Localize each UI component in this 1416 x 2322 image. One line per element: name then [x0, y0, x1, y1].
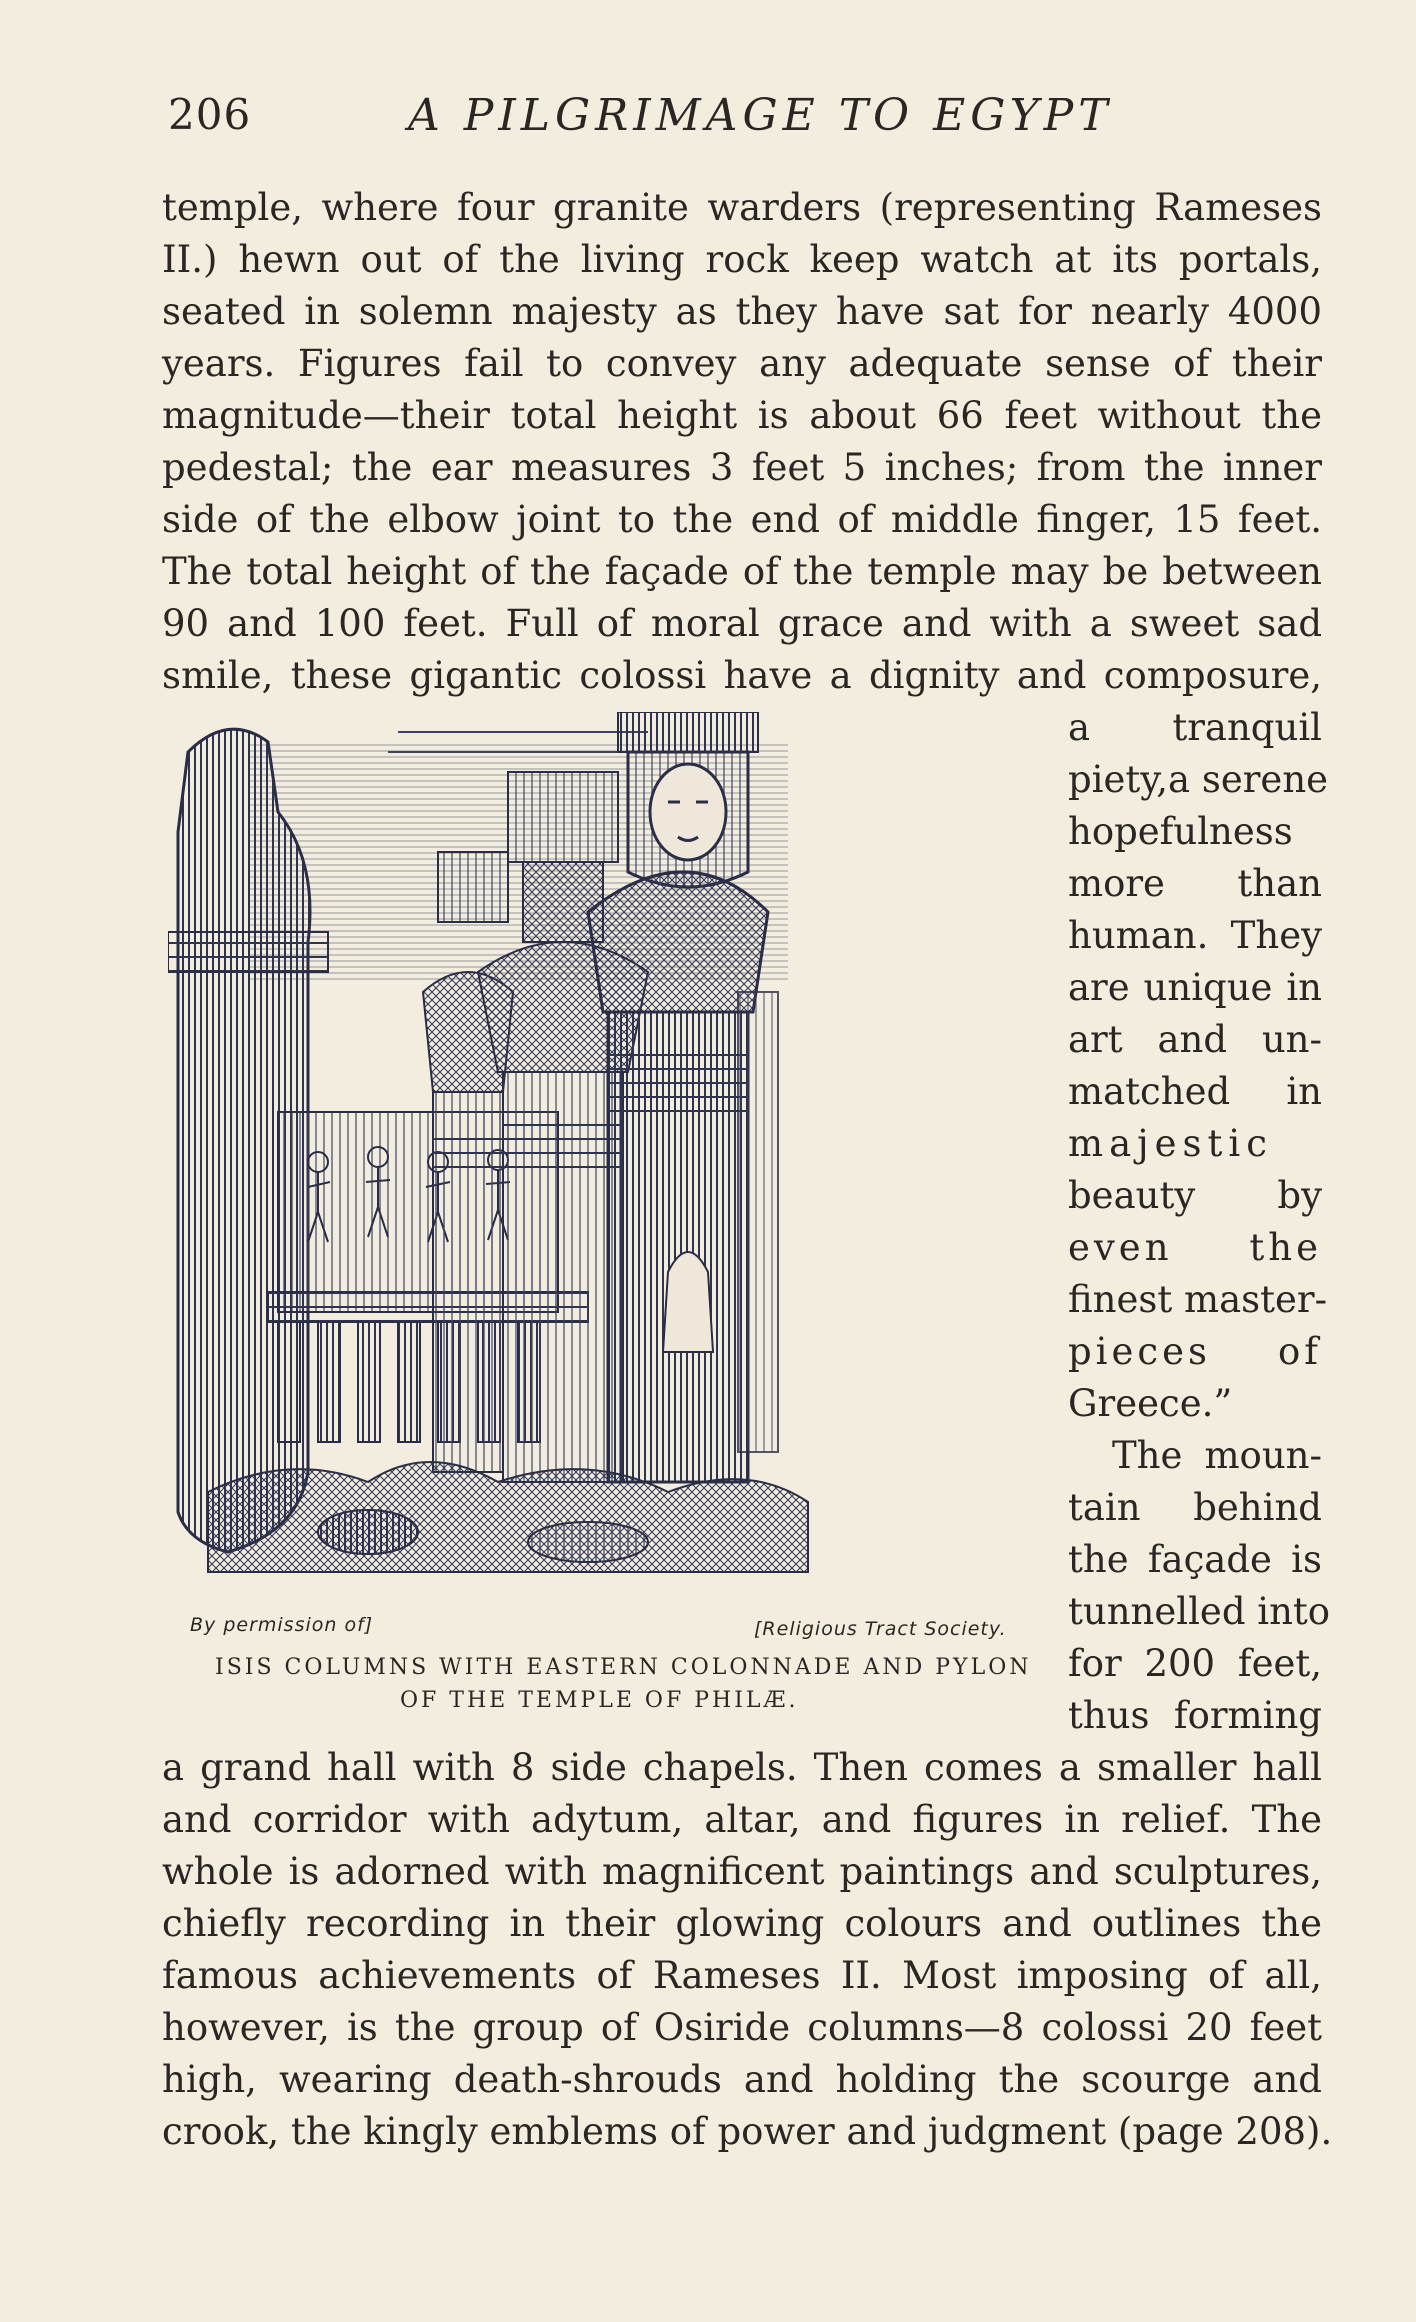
side-text-line: more than [1068, 862, 1322, 905]
text-line: whole is adorned with magnificent paintings and sculptures, [162, 1850, 1322, 1893]
figure-credit-left: By permission of] [190, 1614, 374, 1636]
text-line: magnitude—their total height is about 66 feet without the [162, 394, 1322, 437]
side-text-line: majestic [1068, 1122, 1273, 1165]
side-text-line: human. They [1068, 914, 1322, 957]
engraving-illustration [168, 712, 1048, 1612]
side-text-line: thus forming [1068, 1694, 1322, 1737]
text-line: high, wearing death-shrouds and holding the scourge and [162, 2058, 1322, 2101]
side-text-line: The moun- [1112, 1434, 1322, 1477]
side-text-line: are unique in [1068, 966, 1322, 1009]
text-line: II.) hewn out of the living rock keep watch at its portals, [162, 238, 1322, 281]
text-line: famous achievements of Rameses II. Most imposing of all, [162, 1954, 1322, 1997]
side-text-line: art and un- [1068, 1018, 1322, 1061]
side-text-line: piety,a serene [1068, 758, 1329, 801]
text-line: side of the elbow joint to the end of middle finger, 15 feet. [162, 498, 1322, 541]
side-text-line: a tranquil [1068, 706, 1322, 749]
text-line: pedestal; the ear measures 3 feet 5 inches; from the inner [162, 446, 1322, 489]
figure-caption-line1: ISIS COLUMNS WITH EASTERN COLONNADE AND PYLON [215, 1655, 1032, 1680]
side-text-line: the façade is [1068, 1538, 1322, 1581]
side-text-line: even the [1068, 1226, 1322, 1269]
text-line: seated in solemn majesty as they have sat for nearly 4000 [162, 290, 1322, 333]
text-line: chiefly recording in their glowing colours and outlines the [162, 1902, 1322, 1945]
side-text-line: Greece.” [1068, 1382, 1233, 1425]
side-text-line: finest master- [1068, 1278, 1328, 1321]
side-text-line: tain behind [1068, 1486, 1322, 1529]
side-text-line: beauty by [1068, 1174, 1322, 1217]
side-text-line: hopefulness [1068, 810, 1293, 853]
side-text-line: for 200 feet, [1068, 1642, 1322, 1685]
text-line: a grand hall with 8 side chapels. Then comes a smaller hall [162, 1746, 1322, 1789]
text-line: smile, these gigantic colossi have a dignity and composure, [162, 654, 1322, 697]
side-text-line: tunnelled into [1068, 1590, 1331, 1633]
text-line: however, is the group of Osiride columns—8 colossi 20 feet [162, 2006, 1322, 2049]
text-line: years. Figures fail to convey any adequate sense of their [162, 342, 1322, 385]
text-line: temple, where four granite warders (representing Rameses [162, 186, 1322, 229]
text-line: crook, the kingly emblems of power and judgment (page 208). [162, 2110, 1333, 2153]
running-head [158, 90, 1318, 150]
text-line: and corridor with adytum, altar, and figures in relief. The [162, 1798, 1322, 1841]
side-text-line: matched in [1068, 1070, 1322, 1113]
figure-caption-line2: OF THE TEMPLE OF PHILÆ. [400, 1688, 799, 1713]
figure [162, 712, 1050, 1612]
text-line: The total height of the façade of the temple may be between [162, 550, 1322, 593]
figure-credit-right: [Religious Tract Society. [754, 1618, 1007, 1640]
page-number: 206 [168, 90, 252, 139]
running-title: A PILGRIMAGE TO EGYPT [408, 90, 1113, 141]
text-line: 90 and 100 feet. Full of moral grace and with a sweet sad [162, 602, 1322, 645]
side-text-line: pieces of [1068, 1330, 1322, 1373]
